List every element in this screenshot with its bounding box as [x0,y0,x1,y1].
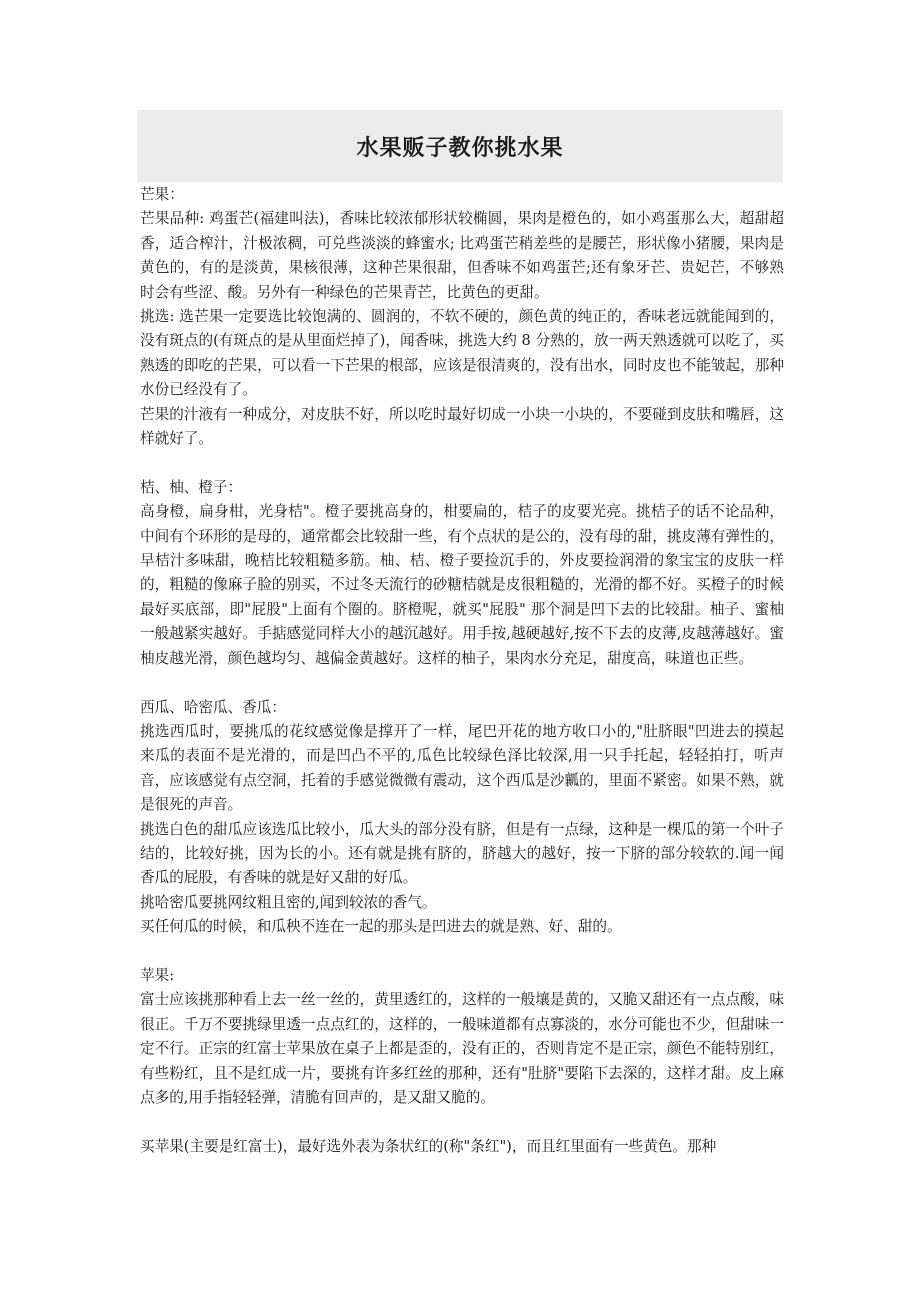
paragraph-citrus-heading: 桔、柚、橙子： [140,478,243,496]
paragraph-mango-selection: 挑选: 选芒果一定要选比较饱满的、圆润的，不软不硬的，颜色黄的纯正的，香味老远就能闻到的，没有斑点的(有斑点的是从里面烂掉了)，闻香味，挑选大约 8 分熟的，放一两天熟透就可以吃了，买熟透的即吃的芒果，可以看一下芒果的根部，应该是很清爽的，没有出水，同时皮也不能皱起，那种水份已经没有了。 [140,308,784,399]
document-body [140,183,784,1159]
paragraph-mango-heading: 芒果： [140,186,184,203]
paragraph-mango-varieties: 芒果品种: 鸡蛋芒(福建叫法)，香味比较浓郁形状较椭圆，果肉是橙色的，如小鸡蛋那么大，超甜超香，适合榨汁，汁极浓稠，可兑些淡淡的蜂蜜水; 比鸡蛋芒稍差些的是腰芒，形状像小猪腰，果肉是黄色的，有的是淡黄，果核很薄，这种芒果很甜，但香味不如鸡蛋芒;还有象牙芒、贵妃芒，不够熟时会有些涩、酸。另外有一种绿色的芒果青芒，比黄色的更甜。 [140,210,784,301]
paragraph-spacer [140,671,784,695]
title-banner [137,110,783,182]
paragraph-watermelon: 挑选西瓜时，要挑瓜的花纹感觉像是撑开了一样，尾巴开花的地方收口小的,"肚脐眼"凹进去的摸起来瓜的表面不是光滑的，而是凹凸不平的,瓜色比较绿色泽比较深,用一只手托起，轻轻拍打，听声音，应该感觉有点空洞，托着的手感觉微微有震动，这个西瓜是沙瓤的，里面不紧密。如果不熟，就是很死的声音。 [140,722,784,814]
paragraph-melon-heading: 西瓜、哈密瓜、香瓜： [140,698,286,716]
paragraph-fuji-apple: 富士应该挑那种看上去一丝一丝的，黄里透红的，这样的一般壤是黄的，又脆又甜还有一点点酸，味很正。千万不要挑绿里透一点点红的，这样的，一般味道都有点寡淡的，水分可能也不少，但甜味一定不行。正宗的红富士苹果放在桌子上都是歪的，没有正的，否则肯定不是正宗，颜色不能特别红，有些粉红，且不是红成一片，要挑有许多红丝的那种，还有"肚脐"要陷下去深的，这样才甜。皮上麻点多的,用手指轻轻弹，清脆有回声的，是又甜又脆的。 [140,991,784,1106]
paragraph-apple-heading: 苹果: [140,966,175,984]
paragraph-buy-apple: 买苹果(主要是红富士)，最好选外表为条状红的(称"条红")，而且红里面有一些黄色。那种 [140,1137,717,1155]
paragraph-spacer [140,940,784,964]
paragraph-hami-melon: 挑哈密瓜要挑网纹粗且密的,闻到较浓的香气。 [140,893,437,911]
paragraph-spacer [140,1110,784,1134]
paragraph-citrus-body: 高身橙，扁身柑，光身桔"。橙子要挑高身的，柑要扁的，桔子的皮要光亮。挑桔子的话不论品种，中间有个环形的是母的，通常都会比较甜一些，有个点状的是公的，没有母的甜，挑皮薄有弹性的，早桔汁多味甜，晚桔比较粗糙多筋。柚、桔、橙子要捡沉手的，外皮要捡润滑的象宝宝的皮肤一样的，粗糙的像麻子脸的别买，不过冬天流行的砂糖桔就是皮很粗糙的，光滑的都不好。买橙子的时候最好买底部，即"屁股"上面有个圈的。脐橙呢，就买"屁股" 那个洞是凹下去的比较甜。柚子、蜜柚一般越紧实越好。手掂感觉同样大小的越沉越好。用手按,越硬越好,按不下去的皮薄,皮越薄越好。蜜柚皮越光滑，颜色越均匀、越偏金黄越好。这样的柚子，果肉水分充足，甜度高，味道也正些。 [140,503,784,667]
paragraph-melon-general: 买任何瓜的时候，和瓜秧不连在一起的那头是凹进去的就是熟、好、甜的。 [140,918,622,936]
paragraph-sweet-melon: 挑选白色的甜瓜应该选瓜比较小，瓜大头的部分没有脐，但是有一点绿，这种是一棵瓜的第一个叶子结的，比较好挑，因为长的小。还有就是挑有脐的，脐越大的越好，按一下脐的部分较软的.闻一闻香瓜的屁股，有香味的就是好又甜的好瓜。 [140,820,784,887]
document-title: 水果贩子教你挑水果 [356,135,564,161]
paragraph-spacer [140,451,784,475]
paragraph-mango-juice: 芒果的汁液有一种成分，对皮肤不好，所以吃时最好切成一小块一小块的，不要碰到皮肤和嘴唇，这样就好了。 [140,405,784,448]
